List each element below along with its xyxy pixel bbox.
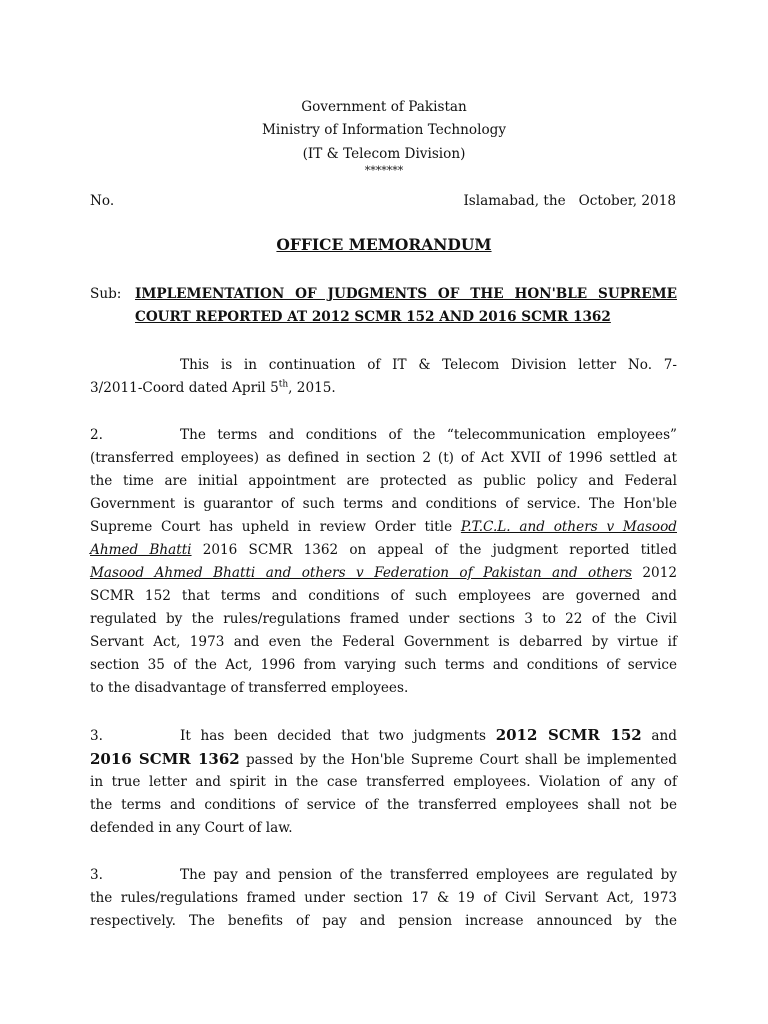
para4-line-2: the rules/regulations framed under section 17 & 19 of Civil Servant Act, 1973 [90, 890, 677, 906]
para4-line-1: The pay and pension of the transferred employees are regulated by [180, 867, 677, 883]
para2-line-2: (transferred employees) as defined in section 2 (t) of Act XVII of 1996 settled at [90, 450, 677, 466]
para2-text: 2016 SCMR 1362 on appeal of the judgment reported titled [191, 542, 677, 558]
para2-line-9: regulated by the rules/regulations framed under sections 3 to 22 of the Civil [90, 611, 677, 627]
para2-line-4: Government is guarantor of such terms and conditions of service. The Hon'ble [90, 496, 677, 512]
para1-text: 3/2011-Coord dated April 5 [90, 380, 279, 396]
para2-line-12: to the disadvantage of transferred employees. [90, 680, 409, 696]
para2-number: 2. [90, 427, 103, 443]
case-title-ptcl-cont: Ahmed Bhatti [90, 542, 192, 558]
para1-text-end: , 2015. [288, 380, 336, 396]
para2-text: Supreme Court has upheld in review Order title [90, 519, 461, 535]
para3-line-5: defended in any Court of law. [90, 820, 293, 836]
para3-line-3: in true letter and spirit in the case transferred employees. Violation of any of [90, 774, 677, 790]
para1-line-2 [90, 378, 336, 398]
header-division: (IT & Telecom Division) [302, 146, 466, 162]
para2-line-1: The terms and conditions of the “telecommunication employees” [180, 427, 677, 443]
ref-place-date: Islamabad, the October, 2018 [463, 193, 676, 209]
para2-line-11: section 35 of the Act, 1996 from varying such terms and conditions of service [90, 657, 677, 673]
para1-line-1: This is in continuation of IT & Telecom Division letter No. 7- [180, 357, 677, 373]
para2-line-10: Servant Act, 1973 and even the Federal Government is debarred by virtue if [90, 634, 677, 650]
citation-2016: 2016 SCMR 1362 [90, 750, 240, 768]
memo-title: OFFICE MEMORANDUM [276, 235, 492, 254]
para4-number: 3. [90, 867, 103, 883]
para3-text: passed by the Hon'ble Supreme Court shall be implemented [239, 752, 677, 768]
para2-line-3: the time are initial appointment are protected as public policy and Federal [90, 473, 677, 489]
para2-line-8: SCMR 152 that terms and conditions of such employees are governed and [90, 588, 677, 604]
subject-line-1: IMPLEMENTATION OF JUDGMENTS OF THE HON'BLE SUPREME [135, 286, 677, 302]
para3-line-2 [90, 749, 677, 770]
header-government: Government of Pakistan [301, 99, 467, 115]
para3-line-1 [180, 725, 677, 746]
para2-line-7 [90, 563, 677, 583]
para2-text: 2012 [631, 565, 677, 581]
subject-prefix: Sub: [90, 286, 122, 302]
para2-line-5 [90, 517, 677, 537]
case-title-ptcl: P.T.C.L. and others v Masood [460, 519, 677, 535]
para3-line-4: the terms and conditions of service of the transferred employees shall not be [90, 797, 677, 813]
para3-text: It has been decided that two judgments [180, 728, 496, 744]
citation-2012: 2012 SCMR 152 [495, 726, 642, 744]
case-title-masood: Masood Ahmed Bhatti and others v Federation of Pakistan and others [90, 565, 632, 581]
para1-superscript: th [278, 379, 289, 390]
para2-line-6 [90, 540, 677, 560]
para3-text: and [641, 728, 677, 744]
header-stars: ******* [364, 164, 404, 177]
para3-number: 3. [90, 728, 103, 744]
subject-line-2: COURT REPORTED AT 2012 SCMR 152 AND 2016 SCMR 1362 [135, 309, 611, 325]
ref-number: No. [90, 193, 115, 209]
para4-line-3: respectively. The benefits of pay and pension increase announced by the [90, 913, 677, 929]
header-ministry: Ministry of Information Technology [261, 122, 507, 138]
